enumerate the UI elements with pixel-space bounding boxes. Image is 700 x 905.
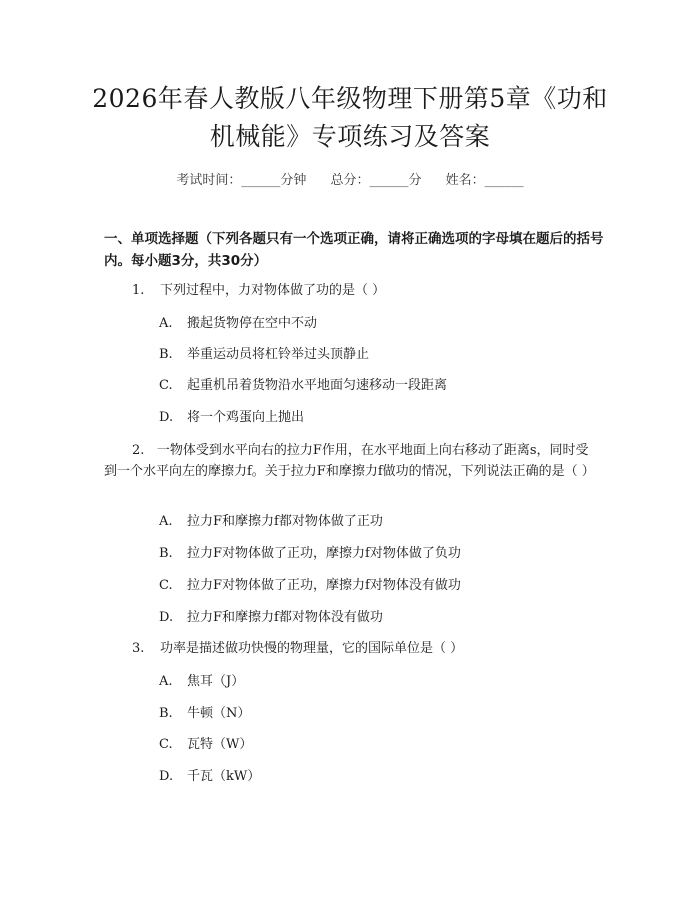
option-letter: C. — [159, 578, 173, 593]
option-letter: D. — [159, 769, 174, 784]
question-1-option-c — [159, 376, 447, 396]
question-3-option-d — [159, 767, 260, 787]
option-text: 焦耳（J） — [187, 674, 245, 689]
option-letter: D. — [159, 610, 174, 625]
student-name-label: 姓名：______ — [445, 173, 524, 188]
question-3-option-a — [159, 672, 244, 692]
section-heading: 一、单项选择题（下列各题只有一个选项正确，请将正确选项的字母填在题后的括号内。每小题3分，共30分） — [104, 231, 604, 269]
question-1 — [132, 281, 385, 301]
option-text: 将一个鸡蛋向上抛出 — [187, 410, 305, 425]
question-text: 下列过程中，力对物体做了功的是（ ） — [160, 283, 386, 298]
option-text: 拉力F和摩擦力f都对物体做了正功 — [187, 514, 383, 529]
question-text: 一物体受到水平向右的拉力F作用，在水平地面上向右移动了距离s，同时受到一个水平向左的摩擦力f。关于拉力F和摩擦力f做功的情况，下列说法正确的是（ ） — [104, 443, 595, 479]
question-2-option-b — [159, 544, 461, 564]
question-1-option-a — [159, 314, 317, 334]
question-number: 2. — [132, 443, 145, 458]
option-letter: C. — [159, 378, 173, 393]
question-1-option-d — [159, 408, 304, 428]
option-text: 牛顿（N） — [187, 706, 251, 721]
option-letter: A. — [159, 316, 173, 331]
option-text: 拉力F对物体做了正功，摩擦力f对物体做了负功 — [187, 546, 461, 561]
option-letter: A. — [159, 674, 173, 689]
question-number: 1. — [132, 283, 145, 298]
option-text: 搬起货物停在空中不动 — [187, 316, 318, 331]
question-number: 3. — [132, 641, 145, 656]
question-3-option-b — [159, 704, 250, 724]
option-letter: C. — [159, 737, 173, 752]
question-3-option-c — [159, 735, 252, 755]
question-2-option-a — [159, 512, 383, 532]
total-score-label: 总分：______分 — [330, 173, 422, 188]
option-letter: A. — [159, 514, 173, 529]
question-2-option-d — [159, 608, 383, 628]
option-text: 千瓦（kW） — [187, 769, 261, 784]
option-text: 举重运动员将杠铃举过头顶静止 — [187, 347, 370, 362]
option-text: 拉力F和摩擦力f都对物体没有做功 — [187, 610, 383, 625]
exam-info-line — [0, 169, 700, 188]
option-letter: B. — [159, 546, 173, 561]
document-title: 2026年春人教版八年级物理下册第5章《功和机械能》专项练习及答案 — [92, 84, 608, 151]
option-text: 拉力F对物体做了正功，摩擦力f对物体没有做功 — [187, 578, 461, 593]
exam-time-label: 考试时间：______分钟 — [176, 173, 307, 188]
question-3 — [132, 639, 463, 659]
option-letter: B. — [159, 706, 173, 721]
question-text: 功率是描述做功快慢的物理量，它的国际单位是（ ） — [160, 641, 464, 656]
question-2 — [104, 440, 598, 482]
option-letter: B. — [159, 347, 173, 362]
question-1-option-b — [159, 345, 369, 365]
option-letter: D. — [159, 410, 174, 425]
question-2-option-c — [159, 576, 461, 596]
option-text: 起重机吊着货物沿水平地面匀速移动一段距离 — [187, 378, 448, 393]
option-text: 瓦特（W） — [187, 737, 253, 752]
